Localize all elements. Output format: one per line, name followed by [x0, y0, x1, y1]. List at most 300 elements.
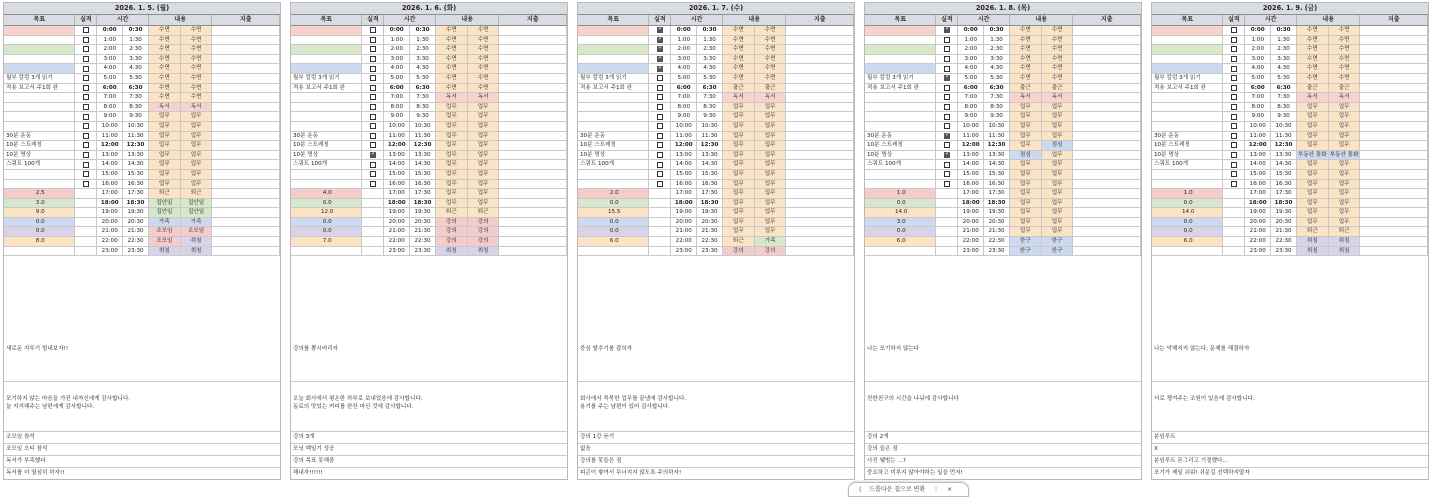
activity-cell[interactable]: 업무 [1297, 218, 1329, 227]
result-cell[interactable] [362, 112, 384, 121]
goal-cell[interactable] [291, 36, 362, 45]
result-cell[interactable] [936, 55, 958, 64]
result-cell[interactable] [75, 247, 97, 256]
activity-cell[interactable]: 독서 [1042, 93, 1074, 102]
goal-cell[interactable]: 10분 명상 [4, 151, 75, 160]
spend-cell[interactable] [786, 112, 854, 121]
checkbox[interactable] [83, 171, 89, 177]
activity-cell[interactable]: 출근 [1297, 84, 1329, 93]
result-cell[interactable] [649, 227, 671, 236]
review-item[interactable]: 모닝 백일기 성공 [291, 443, 567, 454]
checkbox[interactable] [944, 181, 950, 187]
activity-cell[interactable]: 집안일 [181, 208, 213, 217]
activity-cell[interactable]: 업무 [755, 132, 787, 141]
goal-cell[interactable] [865, 180, 936, 189]
activity-cell[interactable]: 수면 [1042, 36, 1074, 45]
activity-cell[interactable]: 수면 [181, 55, 213, 64]
activity-cell[interactable]: 취침 [468, 247, 500, 256]
result-cell[interactable] [649, 64, 671, 73]
spend-cell[interactable] [786, 227, 854, 236]
activity-cell[interactable]: 독서 [436, 93, 468, 102]
activity-cell[interactable]: 업무 [755, 170, 787, 179]
spend-cell[interactable] [1360, 112, 1428, 121]
goal-cell[interactable] [4, 36, 75, 45]
activity-cell[interactable]: 수면 [1010, 74, 1042, 83]
result-cell[interactable] [649, 26, 671, 35]
activity-cell[interactable]: 업무 [468, 199, 500, 208]
spend-cell[interactable] [212, 208, 280, 217]
checkbox[interactable] [83, 181, 89, 187]
goal-cell[interactable] [865, 45, 936, 54]
activity-cell[interactable]: 수면 [436, 84, 468, 93]
activity-cell[interactable]: 업무 [436, 160, 468, 169]
goal-cell[interactable] [1152, 180, 1223, 189]
goal-cell[interactable]: 8.0 [4, 237, 75, 246]
goal-cell[interactable]: 1.0 [865, 189, 936, 198]
activity-cell[interactable]: 업무 [1010, 180, 1042, 189]
activity-cell[interactable]: 취침 [436, 247, 468, 256]
activity-cell[interactable]: 출근 [1329, 84, 1361, 93]
spend-cell[interactable] [1073, 36, 1141, 45]
goal-cell[interactable]: 10분 명상 [578, 151, 649, 160]
result-cell[interactable] [362, 160, 384, 169]
activity-cell[interactable]: 업무 [1042, 112, 1074, 121]
result-cell[interactable] [1223, 45, 1245, 54]
result-cell[interactable] [649, 103, 671, 112]
activity-cell[interactable]: 수면 [1010, 64, 1042, 73]
checkbox[interactable] [83, 152, 89, 158]
goal-cell[interactable] [4, 93, 75, 102]
activity-cell[interactable]: 업무 [1329, 189, 1361, 198]
activity-cell[interactable]: 퇴근 [149, 189, 181, 198]
spend-cell[interactable] [1360, 55, 1428, 64]
activity-cell[interactable]: 독서 [468, 93, 500, 102]
checkbox[interactable] [944, 66, 950, 72]
result-cell[interactable] [1223, 180, 1245, 189]
goal-cell[interactable] [578, 55, 649, 64]
activity-cell[interactable]: 수면 [181, 26, 213, 35]
result-cell[interactable] [936, 64, 958, 73]
spend-cell[interactable] [1073, 208, 1141, 217]
goal-cell[interactable]: 0.0 [578, 199, 649, 208]
goal-cell[interactable] [4, 45, 75, 54]
activity-cell[interactable]: 업무 [723, 160, 755, 169]
result-cell[interactable] [1223, 84, 1245, 93]
goal-cell[interactable]: 0.0 [4, 218, 75, 227]
checkbox[interactable] [83, 142, 89, 148]
review-item[interactable]: 강의 2개 [865, 431, 1141, 442]
activity-cell[interactable]: 부동산 통화 [1297, 151, 1327, 158]
goal-cell[interactable] [865, 93, 936, 102]
goal-cell[interactable]: 2.0 [578, 189, 649, 198]
activity-cell[interactable]: 수면 [436, 45, 468, 54]
activity-cell[interactable]: 업무 [1297, 180, 1329, 189]
spend-cell[interactable] [1360, 189, 1428, 198]
spend-cell[interactable] [786, 141, 854, 150]
activity-cell[interactable]: 업무 [755, 227, 787, 236]
goal-cell[interactable] [4, 112, 75, 121]
result-cell[interactable] [75, 64, 97, 73]
result-cell[interactable] [936, 227, 958, 236]
activity-cell[interactable]: 업무 [468, 180, 500, 189]
checkbox[interactable] [370, 94, 376, 100]
activity-cell[interactable]: 강의 [468, 237, 500, 246]
spend-cell[interactable] [1360, 151, 1428, 160]
checkbox[interactable] [83, 85, 89, 91]
spend-cell[interactable] [786, 103, 854, 112]
checkbox[interactable] [657, 152, 663, 158]
goal-cell[interactable]: 10분 스트레칭 [291, 141, 362, 150]
activity-cell[interactable]: 부동산 통화 [1329, 151, 1359, 158]
spend-cell[interactable] [1360, 199, 1428, 208]
spend-cell[interactable] [212, 218, 280, 227]
result-cell[interactable] [75, 132, 97, 141]
result-cell[interactable] [936, 247, 958, 256]
spend-cell[interactable] [1360, 170, 1428, 179]
review-item[interactable]: 분임루트 [1152, 431, 1428, 442]
result-cell[interactable] [362, 132, 384, 141]
spend-cell[interactable] [212, 122, 280, 131]
spend-cell[interactable] [212, 74, 280, 83]
goal-cell[interactable] [4, 55, 75, 64]
activity-cell[interactable]: 업무 [436, 112, 468, 121]
activity-cell[interactable]: 수면 [181, 45, 213, 54]
activity-cell[interactable]: 수면 [181, 84, 213, 93]
checkbox[interactable] [1231, 85, 1237, 91]
gratitude-notes[interactable] [865, 396, 1141, 404]
activity-cell[interactable]: 수면 [1010, 45, 1042, 54]
spend-cell[interactable] [212, 45, 280, 54]
activity-cell[interactable]: 수면 [468, 64, 500, 73]
activity-cell[interactable]: 업무 [1297, 132, 1329, 141]
activity-cell[interactable]: 업무 [1297, 122, 1329, 131]
result-cell[interactable] [1223, 36, 1245, 45]
spend-cell[interactable] [1073, 93, 1141, 102]
result-cell[interactable] [75, 160, 97, 169]
result-cell[interactable] [75, 218, 97, 227]
activity-cell[interactable]: 강의 [436, 218, 468, 227]
spend-cell[interactable] [499, 227, 567, 236]
checkbox[interactable] [657, 162, 663, 168]
goal-cell[interactable] [1152, 112, 1223, 121]
activity-cell[interactable]: 수면 [1329, 45, 1361, 54]
spend-cell[interactable] [499, 93, 567, 102]
activity-cell[interactable]: 업무 [181, 112, 213, 121]
activity-cell[interactable]: 수면 [755, 74, 787, 83]
activity-cell[interactable]: 조모임 [181, 227, 213, 236]
spend-cell[interactable] [1360, 26, 1428, 35]
result-cell[interactable] [649, 208, 671, 217]
checkbox[interactable] [657, 171, 663, 177]
activity-cell[interactable]: 수면 [181, 64, 213, 73]
result-cell[interactable] [362, 227, 384, 236]
activity-cell[interactable]: 업무 [1042, 170, 1074, 179]
activity-cell[interactable]: 업무 [1010, 112, 1042, 121]
activity-cell[interactable]: 업무 [1297, 103, 1329, 112]
activity-cell[interactable]: 조모임 [149, 227, 181, 236]
goal-cell[interactable]: 14.0 [1152, 208, 1223, 217]
spend-cell[interactable] [1073, 141, 1141, 150]
goal-cell[interactable] [578, 93, 649, 102]
activity-cell[interactable]: 한구 [1010, 237, 1042, 246]
spend-cell[interactable] [1073, 247, 1141, 256]
activity-cell[interactable]: 강의 [755, 247, 787, 256]
spend-cell[interactable] [499, 237, 567, 246]
spend-cell[interactable] [786, 55, 854, 64]
checkbox[interactable] [1231, 104, 1237, 110]
checkbox[interactable] [370, 123, 376, 129]
result-cell[interactable] [649, 55, 671, 64]
spend-cell[interactable] [212, 112, 280, 121]
goal-cell[interactable]: 30분 운동 [578, 132, 649, 141]
review-item[interactable]: 강의 목표 못해줌 [291, 455, 567, 466]
goal-cell[interactable]: 0.0 [578, 227, 649, 236]
result-cell[interactable] [75, 151, 97, 160]
activity-cell[interactable]: 수면 [755, 45, 787, 54]
activity-cell[interactable]: 수면 [468, 74, 500, 83]
spend-cell[interactable] [1360, 180, 1428, 189]
spend-cell[interactable] [499, 112, 567, 121]
goal-cell[interactable] [865, 112, 936, 121]
spend-cell[interactable] [212, 189, 280, 198]
review-item[interactable]: 독서를 더 열심히 하자!! [4, 467, 280, 478]
activity-cell[interactable]: 수면 [181, 74, 213, 83]
activity-cell[interactable]: 수면 [436, 64, 468, 73]
spend-cell[interactable] [1073, 180, 1141, 189]
activity-cell[interactable]: 수면 [1329, 36, 1361, 45]
goal-cell[interactable] [1152, 122, 1223, 131]
checkbox[interactable] [83, 114, 89, 120]
review-item[interactable]: 강의를 못들은 점 [578, 455, 854, 466]
activity-cell[interactable]: 업무 [468, 112, 500, 121]
result-cell[interactable] [1223, 208, 1245, 217]
result-cell[interactable] [649, 45, 671, 54]
activity-cell[interactable]: 강의 [436, 237, 468, 246]
activity-cell[interactable]: 업무 [1329, 112, 1361, 121]
result-cell[interactable] [936, 74, 958, 83]
spend-cell[interactable] [786, 160, 854, 169]
checkbox[interactable] [944, 27, 950, 33]
goal-cell[interactable] [4, 26, 75, 35]
activity-cell[interactable]: 수면 [723, 36, 755, 45]
result-cell[interactable] [649, 247, 671, 256]
result-cell[interactable] [1223, 141, 1245, 150]
activity-cell[interactable]: 업무 [723, 112, 755, 121]
goal-cell[interactable] [1152, 26, 1223, 35]
activity-cell[interactable]: 수면 [149, 45, 181, 54]
activity-cell[interactable]: 업무 [723, 218, 755, 227]
result-cell[interactable] [1223, 199, 1245, 208]
checkbox[interactable] [370, 46, 376, 52]
gratitude-notes[interactable] [291, 396, 567, 411]
spend-cell[interactable] [212, 227, 280, 236]
goal-cell[interactable]: 적용 보고서 주1회 완 [4, 84, 75, 93]
activity-cell[interactable]: 업무 [149, 151, 181, 160]
checkbox[interactable] [657, 37, 663, 43]
activity-cell[interactable]: 업무 [1010, 218, 1042, 227]
activity-cell[interactable]: 업무 [1329, 170, 1361, 179]
result-cell[interactable] [75, 122, 97, 131]
activity-cell[interactable]: 퇴근 [1329, 227, 1361, 236]
result-cell[interactable] [649, 84, 671, 93]
checkbox[interactable] [1231, 162, 1237, 168]
spend-cell[interactable] [1073, 74, 1141, 83]
spend-cell[interactable] [1073, 237, 1141, 246]
activity-cell[interactable]: 수면 [1329, 55, 1361, 64]
goal-cell[interactable] [578, 180, 649, 189]
checkbox[interactable] [1231, 181, 1237, 187]
goal-cell[interactable] [578, 36, 649, 45]
goal-cell[interactable] [1152, 170, 1223, 179]
spend-cell[interactable] [1360, 141, 1428, 150]
checkbox[interactable] [1231, 37, 1237, 43]
result-cell[interactable] [1223, 122, 1245, 131]
goal-cell[interactable]: 월부 칼럼 3개 읽기 [578, 74, 649, 83]
spend-cell[interactable] [212, 64, 280, 73]
activity-cell[interactable]: 업무 [755, 180, 787, 189]
checkbox[interactable] [83, 133, 89, 139]
result-cell[interactable] [75, 227, 97, 236]
activity-cell[interactable]: 수면 [1297, 45, 1329, 54]
result-cell[interactable] [649, 160, 671, 169]
result-cell[interactable] [649, 122, 671, 131]
spend-cell[interactable] [1360, 84, 1428, 93]
spend-cell[interactable] [786, 189, 854, 198]
result-cell[interactable] [649, 93, 671, 102]
spend-cell[interactable] [212, 247, 280, 256]
activity-cell[interactable]: 업무 [1297, 189, 1329, 198]
activity-cell[interactable]: 수면 [436, 74, 468, 83]
activity-cell[interactable]: 독서 [1297, 93, 1329, 102]
activity-cell[interactable]: 수면 [1297, 26, 1329, 35]
spend-cell[interactable] [212, 199, 280, 208]
goal-cell[interactable] [291, 45, 362, 54]
activity-cell[interactable]: 퇴근 [181, 189, 213, 198]
spend-cell[interactable] [1360, 64, 1428, 73]
result-cell[interactable] [362, 218, 384, 227]
goal-cell[interactable] [578, 45, 649, 54]
spend-cell[interactable] [1360, 45, 1428, 54]
goal-cell[interactable] [4, 64, 75, 73]
activity-cell[interactable]: 업무 [468, 170, 500, 179]
activity-cell[interactable]: 수면 [468, 36, 500, 45]
activity-cell[interactable]: 업무 [723, 122, 755, 131]
activity-cell[interactable]: 업무 [149, 141, 181, 150]
activity-cell[interactable]: 업무 [755, 122, 787, 131]
checkbox[interactable] [1231, 94, 1237, 100]
checkbox[interactable] [944, 133, 950, 139]
spend-cell[interactable] [1360, 218, 1428, 227]
goal-cell[interactable] [291, 103, 362, 112]
spend-cell[interactable] [786, 45, 854, 54]
checkbox[interactable] [944, 37, 950, 43]
result-cell[interactable] [75, 237, 97, 246]
activity-cell[interactable]: 집안일 [181, 199, 213, 208]
spend-cell[interactable] [1073, 84, 1141, 93]
result-cell[interactable] [936, 122, 958, 131]
spend-cell[interactable] [1073, 160, 1141, 169]
activity-cell[interactable]: 가족 [755, 237, 787, 246]
checkbox[interactable] [1231, 75, 1237, 81]
activity-cell[interactable]: 업무 [1010, 189, 1042, 198]
checkbox[interactable] [370, 27, 376, 33]
result-cell[interactable] [362, 189, 384, 198]
activity-cell[interactable]: 수면 [149, 84, 181, 93]
review-item[interactable]: 강의 들은 점 [865, 443, 1141, 454]
spend-cell[interactable] [212, 141, 280, 150]
goal-cell[interactable]: 4.0 [291, 189, 362, 198]
spend-cell[interactable] [786, 26, 854, 35]
result-cell[interactable] [362, 122, 384, 131]
result-cell[interactable] [1223, 112, 1245, 121]
spend-cell[interactable] [786, 247, 854, 256]
checkbox[interactable] [370, 37, 376, 43]
activity-cell[interactable]: 업무 [1329, 208, 1361, 217]
activity-cell[interactable]: 수면 [149, 26, 181, 35]
goal-cell[interactable] [578, 112, 649, 121]
goal-cell[interactable]: 10분 스트레칭 [865, 141, 936, 150]
goal-cell[interactable]: 스쿼트 100개 [578, 160, 649, 169]
activity-cell[interactable]: 수면 [436, 55, 468, 64]
checkbox[interactable] [657, 94, 663, 100]
spend-cell[interactable] [212, 36, 280, 45]
result-cell[interactable] [75, 36, 97, 45]
activity-cell[interactable]: 수면 [723, 45, 755, 54]
result-cell[interactable] [1223, 64, 1245, 73]
activity-cell[interactable]: 출근 [723, 84, 755, 93]
checkbox[interactable] [657, 181, 663, 187]
result-cell[interactable] [936, 84, 958, 93]
activity-cell[interactable]: 퇴근 [436, 208, 468, 217]
activity-cell[interactable]: 퇴근 [723, 237, 755, 246]
activity-cell[interactable]: 업무 [468, 189, 500, 198]
activity-cell[interactable]: 조모임 [149, 237, 181, 246]
activity-cell[interactable]: 업무 [1010, 199, 1042, 208]
checkbox[interactable] [944, 114, 950, 120]
spend-cell[interactable] [212, 84, 280, 93]
goal-cell[interactable] [291, 55, 362, 64]
goal-cell[interactable]: 월부 칼럼 3개 읽기 [1152, 74, 1223, 83]
activity-cell[interactable]: 업무 [436, 141, 468, 150]
activity-cell[interactable]: 업무 [468, 122, 500, 131]
spend-cell[interactable] [499, 151, 567, 160]
activity-cell[interactable]: 업무 [1010, 227, 1042, 236]
activity-cell[interactable]: 업무 [181, 151, 213, 160]
activity-cell[interactable]: 업무 [1042, 227, 1074, 236]
checkbox[interactable] [944, 85, 950, 91]
activity-cell[interactable]: 퇴근 [1297, 227, 1329, 236]
goal-cell[interactable] [865, 55, 936, 64]
checkbox[interactable] [657, 46, 663, 52]
result-cell[interactable] [362, 103, 384, 112]
activity-cell[interactable]: 강의 [468, 218, 500, 227]
spend-cell[interactable] [212, 103, 280, 112]
goal-cell[interactable]: 10분 스트레칭 [1152, 141, 1223, 150]
activity-cell[interactable]: 업무 [1297, 160, 1329, 169]
review-item[interactable]: 강의 3개 [291, 431, 567, 442]
result-cell[interactable] [1223, 218, 1245, 227]
goal-cell[interactable] [1152, 64, 1223, 73]
activity-cell[interactable]: 가족 [149, 218, 181, 227]
activity-cell[interactable]: 업무 [723, 103, 755, 112]
activity-cell[interactable]: 취침 [181, 247, 213, 256]
spend-cell[interactable] [212, 170, 280, 179]
goal-cell[interactable] [1152, 247, 1223, 256]
spend-cell[interactable] [1360, 122, 1428, 131]
spend-cell[interactable] [1360, 247, 1428, 256]
result-cell[interactable] [362, 45, 384, 54]
activity-cell[interactable]: 업무 [1010, 141, 1042, 150]
